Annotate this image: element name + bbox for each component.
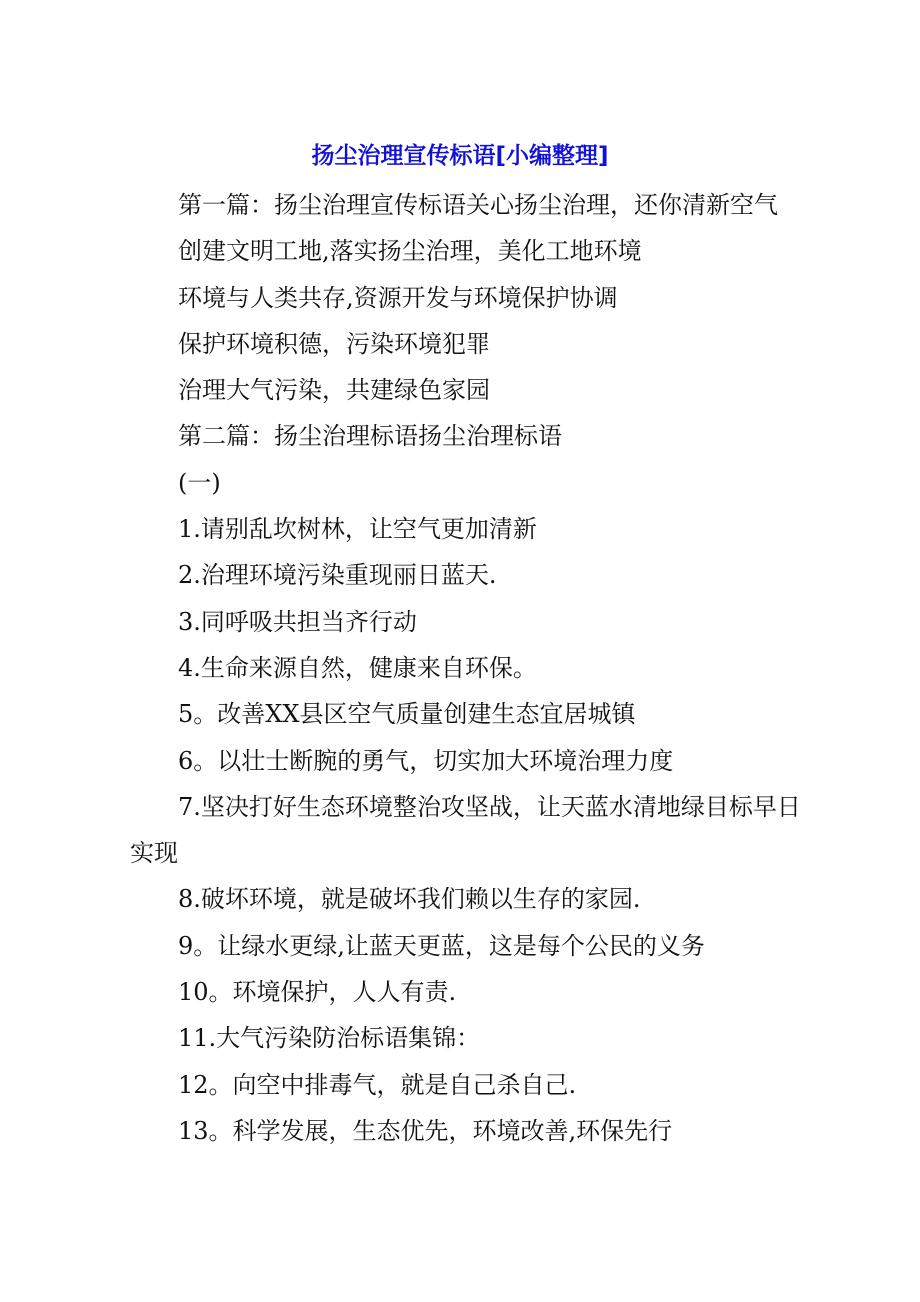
paragraph: (一)	[178, 468, 221, 497]
document-title: 扬尘治理宣传标语[小编整理]	[311, 143, 609, 169]
paragraph: 7.坚决打好生态环境整治攻坚战，让天蓝水清地绿目标早日实现	[130, 792, 801, 868]
document-body	[130, 182, 810, 1154]
paragraph: 8.破坏环境，就是破坏我们赖以生存的家园.	[178, 885, 641, 914]
paragraph: 治理大气污染，共建绿色家园	[178, 376, 490, 405]
paragraph: 6。以壮士断腕的勇气，切实加大环境治理力度	[178, 746, 674, 775]
paragraph: 9。让绿水更绿,让蓝天更蓝，这是每个公民的义务	[178, 931, 705, 960]
paragraph: 10。环境保护，人人有责.	[178, 978, 457, 1007]
paragraph: 第二篇：扬尘治理标语扬尘治理标语	[178, 422, 562, 451]
paragraph: 环境与人类共存,资源开发与环境保护协调	[178, 283, 618, 312]
paragraph: 13。科学发展，生态优先，环境改善,环保先行	[178, 1116, 673, 1145]
paragraph: 4.生命来源自然，健康来自环保。	[178, 653, 537, 682]
paragraph: 保护环境积德，污染环境犯罪	[178, 329, 490, 358]
paragraph: 1.请别乱坎树林，让空气更加清新	[178, 515, 537, 544]
paragraph: 12。向空中排毒气，就是自己杀自己.	[178, 1070, 577, 1099]
paragraph: 创建文明工地,落实扬尘治理，美化工地环境	[178, 237, 642, 266]
paragraph: 11.大气污染防治标语集锦：	[178, 1024, 481, 1053]
paragraph: 3.同呼吸共担当齐行动	[178, 607, 417, 636]
paragraph: 2.治理环境污染重现丽日蓝天.	[178, 561, 497, 590]
paragraph: 5。改善XX县区空气质量创建生态宜居城镇	[178, 700, 636, 729]
paragraph: 第一篇：扬尘治理宣传标语关心扬尘治理，还你清新空气	[178, 191, 778, 219]
